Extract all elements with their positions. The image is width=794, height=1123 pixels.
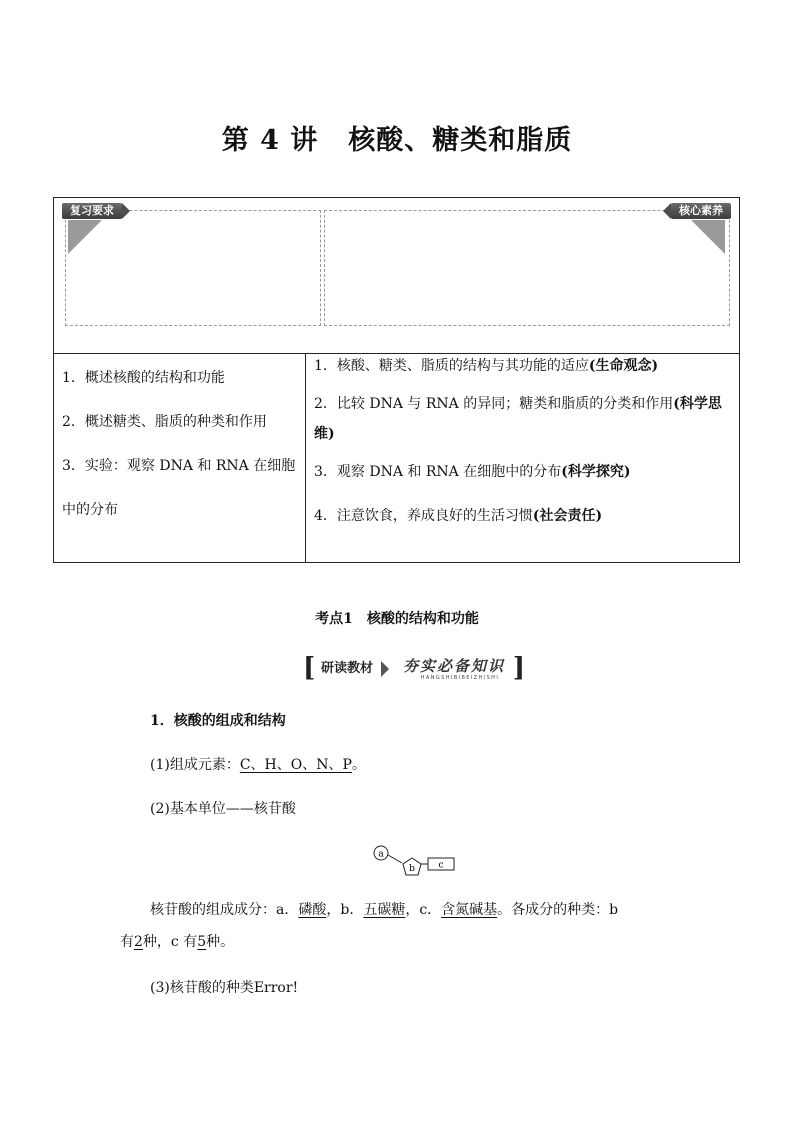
bracket-left-icon: [ [303,653,316,683]
banner-pinyin: HANGSHIBIBEIZHISHI [420,675,500,681]
content-paragraph: 有2种，c 有5种。 [120,934,235,950]
core-literacy-list [306,353,740,563]
requirements-table [53,197,740,563]
answer-blank: C、H、O、N、P [239,757,352,773]
requirement-item: 2．概述糖类、脂质的种类和作用 [62,414,267,430]
literacy-item: 2．比较 DNA 与 RNA 的异同；糖类和脂质的分类和作用(科学思维) [314,396,722,442]
review-requirements-list [54,353,306,563]
content-paragraph: (2)基本单位——核苷酸 [150,801,296,817]
answer-blank: 五碳糖 [363,902,406,918]
answer-blank: 2 [134,934,143,950]
requirement-item: 3．实验：观察 DNA 和 RNA 在细胞中的分布 [62,458,296,518]
label-c: c [438,860,444,871]
section-heading [0,608,794,628]
core-literacy-box [324,210,730,326]
section-title: 核酸的结构和功能 [366,611,479,627]
bracket-right-icon: ] [512,653,525,683]
label-a: a [378,849,384,860]
content-paragraph: (1)组成元素：C、H、O、N、P。 [150,757,366,773]
page-title [0,118,794,157]
answer-blank: 5 [197,934,207,950]
corner-triangle-right-icon [691,220,725,254]
literacy-item: 1．核酸、糖类、脂质的结构与其功能的适应(生命观念) [314,358,659,374]
review-requirements-box [65,210,321,326]
core-literacy-tag: 核心素养 [671,203,731,219]
nucleotide-diagram [368,843,458,879]
corner-triangle-left-icon [68,220,102,254]
study-banner [303,655,525,683]
lecture-topic: 核酸、糖类和脂质 [348,125,573,156]
requirements-header [54,198,739,354]
section-label: 考点1 [315,611,353,627]
banner-right-text: 夯实必备知识 [402,657,505,675]
answer-blank: 含氮碱基 [441,902,498,918]
review-requirements-tag: 复习要求 [62,203,122,219]
lecture-number: 第 4 讲 [221,125,319,156]
literacy-item: 3．观察 DNA 和 RNA 在细胞中的分布(科学探究) [314,464,631,480]
literacy-item: 4．注意饮食，养成良好的生活习惯(社会责任) [314,508,603,524]
bond-line [388,855,402,863]
content-heading: 1．核酸的组成和结构 [150,713,286,729]
content-paragraph: (3)核苷酸的种类Error! [150,980,299,996]
banner-left-text: 研读教材 [320,661,373,676]
label-b: b [409,864,415,874]
answer-blank: 磷酸 [298,902,327,918]
requirement-item: 1．概述核酸的结构和功能 [62,370,225,386]
content-paragraph: 核苷酸的组成成分：a．磷酸，b．五碳糖，c．含氮碱基。各成分的种类：b [150,902,619,918]
arrow-right-icon [381,661,389,677]
